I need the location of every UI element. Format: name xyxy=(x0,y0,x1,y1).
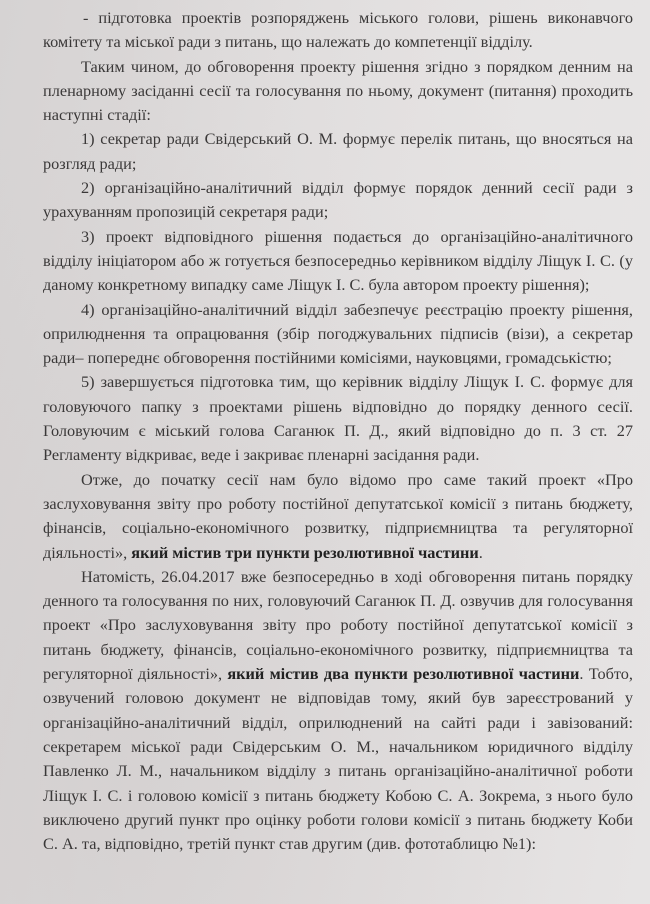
paragraph-stage-5: 5) завершується підготовка тим, що керівник відділу Ліщук І. С. формує для головуючого папку з проектами рішень відповідно до порядку денного сесії. Головуючим є міський голова Саганюк П. Д., який відповідно до п. 3 ст. 27 Регламенту відкриває, веде і закриває пленарні засідання ради. xyxy=(43,372,633,465)
known-project-text: Отже, до початку сесії нам було відомо про саме такий проект «Про заслуховування звіту про роботу постійної депутатської комісії з питань бюджету, фінансів, соціально-економічного розвитку, підприємництва та регуляторної діяльності», xyxy=(43,469,633,562)
voiced-project-text: Натомість, 26.04.2017 вже безпосередньо в ході обговорення питань порядку денного та голосування по них, головуючий Саганюк П. Д. озвучив для голосування проект «Про заслуховування звіту про роботу постійної депутатської комісії з питань бюджету, фінансів, соціально-економічного розвитку, підприємництва та регуляторної діяльності», xyxy=(43,566,633,684)
paragraph-stage-4: 4) організаційно-аналітичний відділ забезпечує реєстрацію проекту рішення, оприлюднення та опрацювання (збір погоджувальних підписів (візи), а секретар ради– попереднє обговорення постійними комісіями, науковцями, громадськістю; xyxy=(43,299,633,368)
three-points-emphasis: який містив три пункти резолютивної частини xyxy=(131,542,479,562)
paragraph-known-project xyxy=(43,468,633,565)
paragraph-stage-2: 2) організаційно-аналітичний відділ формує порядок денний сесії ради з урахуванням пропозицій секретаря ради; xyxy=(43,178,633,222)
paragraph-intro-stages: Таким чином, до обговорення проекту рішення згідно з порядком денним на пленарному засіданні сесії та голосування по ньому, документ (питання) проходить наступні стадії: xyxy=(43,56,633,125)
known-project-end: . xyxy=(478,542,483,562)
voiced-project-rest: . Тобто, озвучений головою документ не відповідав тому, який був зареєстрований у організаційно-аналітичний відділ, оприлюднений на сайті ради і завізований: секретарем міської ради Свідерським О. М., начальником юридичного відділу Павленко Л. М., начальником відділу з питань організаційно-аналітичної роботи Ліщук І. С. і головою комісії з питань бюджету Кобою С. А. Зокрема, з нього було виключено другий пункт про оцінку роботи голови комісії з питань бюджету Коби С. А. та, відповідно, третій пункт став другим (див. фототаблицю №1): xyxy=(43,664,633,854)
document-body xyxy=(43,6,633,856)
two-points-emphasis: який містив два пункти резолютивної частини xyxy=(227,664,580,684)
paragraph-stage-1: 1) секретар ради Свідерський О. М. формує перелік питань, що вносяться на розгляд ради; xyxy=(43,129,633,173)
paragraph-voiced-project xyxy=(43,565,633,857)
paragraph-drafting-duties: - підготовка проектів розпоряджень міського голови, рішень виконавчого комітету та міської ради з питань, що належать до компетенції відділу. xyxy=(43,8,633,52)
paragraph-stage-3: 3) проект відповідного рішення подається до організаційно-аналітичного відділу ініціатором або ж готується безпосередньо керівником відділу Ліщук І. С. (у даному конкретному випадку саме Ліщук І. С. була автором проекту рішення); xyxy=(43,226,633,295)
